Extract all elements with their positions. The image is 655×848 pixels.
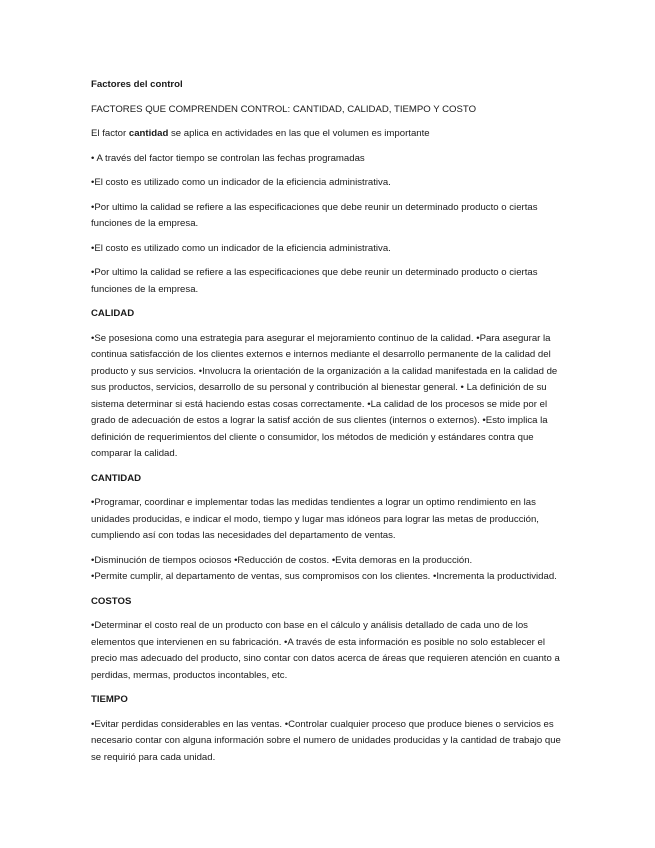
intro-paragraph [91, 126, 571, 143]
intro-suffix: se aplica en actividades en las que el volumen es importante [168, 128, 430, 139]
bullet-paragraph: • A través del factor tiempo se controlan las fechas programadas [91, 152, 365, 164]
section-text-cantidad: •Programar, coordinar e implementar todas las medidas tendientes a lograr un optimo rendimiento en las unidades producidas, e indicar el modo, tiempo y lugar mas idóneos para lograr las metas de producción, cumpliendo así con todas las necesidades del departamento de ventas. [91, 497, 539, 541]
section-heading-costos: COSTOS [91, 595, 132, 607]
document-subtitle: FACTORES QUE COMPRENDEN CONTROL: CANTIDAD, CALIDAD, TIEMPO Y COSTO [91, 103, 477, 115]
section-heading-tiempo: TIEMPO [91, 694, 128, 705]
bullet-paragraph: •Por ultimo la calidad se refiere a las especificaciones que debe reunir un determinado producto o ciertas funciones de la empresa. [91, 267, 538, 295]
document-title: Factores del control [91, 79, 183, 90]
section-text-calidad: •Se posesiona como una estrategia para asegurar el mejoramiento continuo de la calidad. •Para asegurar la continua satisfacción de los clientes externos e internos mediante el desarrollo permanente de la calidad del producto y sus servicios. •Involucra la orientación de la organización a la calidad manifestada en la calidad de sus productos, servicios, desarrollo de su personal y contribución al bienestar general. • La definición de su sistema determinar si está haciendo estas cosas correctamente. •La calidad de los procesos se mide por el grado de adecuación de estos a lograr la satisf acción de sus clientes (internos o externos). •Esto implica la definición de requerimientos del cliente o consumidor, los métodos de medición y estándares contra que comparar la calidad. [91, 332, 558, 459]
document-body [91, 77, 571, 774]
section-heading-cantidad: CANTIDAD [91, 472, 142, 484]
section-text-costos: •Determinar el costo real de un producto con base en el cálculo y análisis detallado de cada uno de los elementos que intervienen en su fabricación. •A través de esta información es posible no solo establecer el precio mas adecuado del producto, sino contar con datos acerca de áreas que requieren atención en cuanto a perdidas, mermas, productos incontables, etc. [91, 620, 560, 681]
section-text-cantidad-2: •Disminución de tiempos ociosos •Reducción de costos. •Evita demoras en la producción. [91, 554, 473, 566]
section-text-tiempo: •Evitar perdidas considerables en las ventas. •Controlar cualquier proceso que produce bienes o servicios es necesario contar con alguna información sobre el numero de unidades producidas y la cantidad de trabajo que se requirió para cada unidad. [91, 718, 561, 763]
bullet-paragraph: •Por ultimo la calidad se refiere a las especificaciones que debe reunir un determinado producto o ciertas funciones de la empresa. [91, 201, 538, 229]
section-heading-calidad: CALIDAD [91, 308, 135, 319]
intro-prefix: El factor [91, 128, 129, 139]
intro-bold-word: cantidad [128, 128, 169, 139]
bullet-paragraph: •El costo es utilizado como un indicador de la eficiencia administrativa. [91, 177, 391, 188]
bullet-paragraph: •El costo es utilizado como un indicador de la eficiencia administrativa. [91, 242, 391, 254]
section-text-cantidad-3: •Permite cumplir, al departamento de ventas, sus compromisos con los clientes. •Incrementa la productividad. [91, 571, 557, 582]
